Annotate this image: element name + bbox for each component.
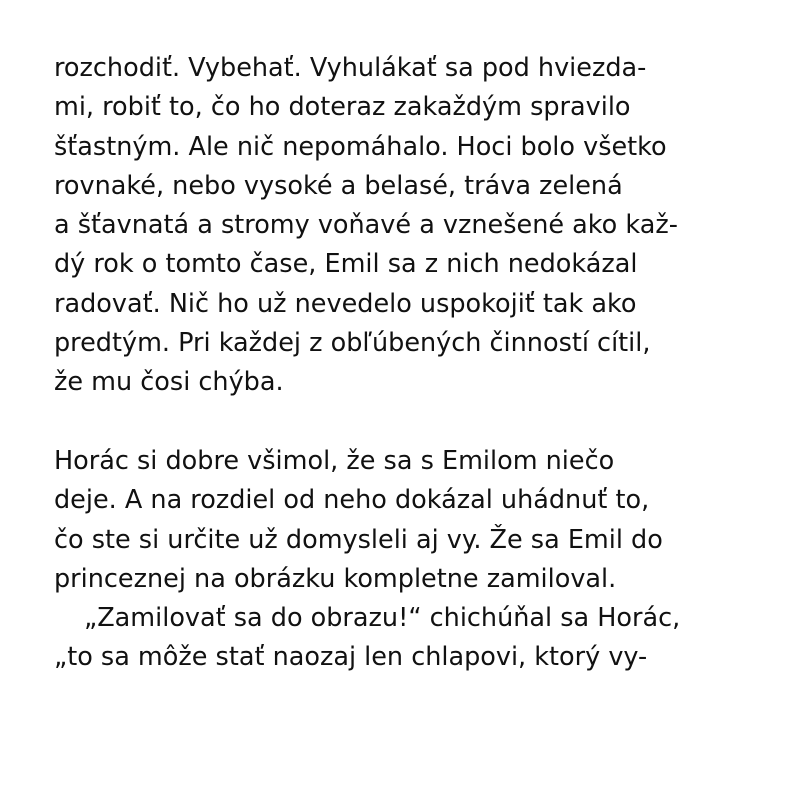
text-line: a šťavnatá a stromy voňavé a vznešené ako kaž-: [54, 210, 678, 241]
text-line: princeznej na obrázku kompletne zamiloval.: [54, 563, 617, 594]
text-line: šťastným. Ale nič nepomáhalo. Hoci bolo všetko: [54, 131, 667, 162]
text-line: rozchodiť. Vybehať. Vyhulákať sa pod hviezda-: [54, 53, 647, 83]
paragraph-spacer: [54, 403, 754, 442]
text-line: rovnaké, nebo vysoké a belasé, tráva zelená: [54, 170, 623, 201]
book-page: [54, 49, 754, 678]
text-line: čo ste si určite už domysleli aj vy. Že sa Emil do: [54, 524, 663, 555]
text-line: dý rok o tomto čase, Emil sa z nich nedokázal: [54, 249, 638, 280]
text-line: „to sa môže stať naozaj len chlapovi, ktorý vy-: [54, 642, 648, 673]
text-line: Horác si dobre všimol, že sa s Emilom niečo: [54, 445, 615, 476]
text-line: mi, robiť to, čo ho doteraz zakaždým spravilo: [54, 92, 631, 123]
text-line: deje. A na rozdiel od neho dokázal uhádnuť to,: [54, 485, 650, 516]
text-line: že mu čosi chýba.: [54, 367, 284, 398]
text-line: predtým. Pri každej z obľúbených činností cítil,: [54, 328, 651, 359]
paragraph-1: [54, 49, 754, 403]
text-line: radovať. Nič ho už nevedelo uspokojiť tak ako: [54, 288, 637, 319]
paragraph-3: [54, 599, 754, 678]
text-line-indented: „Zamilovať sa do obrazu!“ chichúňal sa Horác,: [84, 603, 681, 634]
paragraph-2: [54, 442, 754, 599]
